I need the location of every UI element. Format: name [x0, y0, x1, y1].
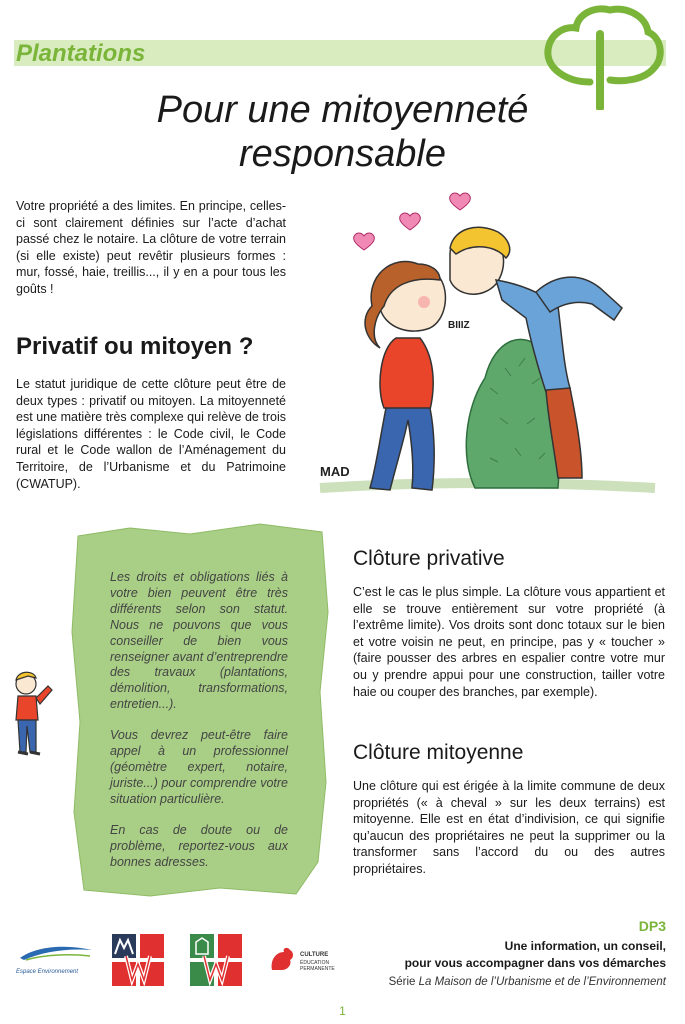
swoosh-icon: [16, 942, 96, 964]
footer-series: Série La Maison de l’Urbanisme et de l’Environnement: [388, 976, 666, 988]
logo-culture: CULTURE ÉDUCATION PERMANENTE: [268, 944, 358, 978]
kiss-illustration: [300, 188, 660, 508]
document-code: DP3: [638, 918, 666, 934]
heading-cloture-privative: Clôture privative: [353, 547, 505, 570]
intro-paragraph: Votre propriété a des limites. En principe, celles-ci sont clairement définies sur l’acte d’achat passé chez le notaire. La clôture de votre terrain (si elle existe) peut revêtir plusieurs formes : mur, fossé, haie, treillis..., il y en a pour tous les goûts !: [16, 199, 286, 296]
svg-text:MAD: MAD: [320, 464, 350, 479]
section-heading-privatif: Privatif ou mitoyen ?: [16, 333, 254, 360]
section-label: Plantations: [16, 40, 146, 67]
character-illustration: [6, 668, 58, 760]
logo-region-wallonne-1: [112, 934, 164, 986]
page-title: Pour une mitoyenneté responsable: [156, 89, 529, 175]
privatif-paragraph: Le statut juridique de cette clôture peut être de deux types : privatif ou mitoyen. La mitoyenneté est une matière très complexe qui relève de trois législations différentes : le Code civil, le Code rural et le Code wallon de l’Aménagement du Territoire, de l’Urbanisme et du Patrimoine (CWATUP).: [16, 377, 286, 491]
footer-tagline-1: Une information, un conseil,: [504, 939, 666, 953]
cloture-privative-paragraph: C’est le cas le plus simple. La clôture vous appartient et elle se trouve entièrement sur votre propriété (à l’extrême limite). Vos droits sont donc totaux sur le bien et votre voisin ne peut, en principe, pas y « toucher » (faire pousser des arbres en espalier contre votre mur ou y prendre appui pour une construction, tailler votre haie ou couper des branches, par exemple).: [353, 585, 665, 699]
footer-tagline-2: pour vous accompagner dans vos démarches: [404, 956, 666, 970]
svg-text:BIIIZ: BIIIZ: [448, 320, 470, 331]
heading-cloture-mitoyenne: Clôture mitoyenne: [353, 741, 524, 764]
page-number: 1: [339, 1004, 346, 1018]
rooster-icon: [268, 946, 296, 974]
logo-region-wallonne-2: [190, 934, 242, 986]
cloture-mitoyenne-paragraph: Une clôture qui est érigée à la limite commune de deux propriétés (« à cheval » sur les deux terrains) est mitoyenne. Elle est en état d’indivision, ce qui signifie qu’aucun des propriétaires ne peut la supprimer ou la transformer sans l’accord du ou des autres propriétaires.: [353, 779, 665, 876]
note-text: Les droits et obligations liés à votre bien peuvent être très différents selon son statut. Nous ne pouvons que vous conseiller de bien vous renseigner avant d’entreprendre des travaux (plantations, démolition, transformations, entretien...). Vous devrez peut-être faire appel à un professionnel (géomètre expert, notaire, juriste...) pour comprendre votre situation particulière. En cas de doute ou de problème, reportez-vous aux bonnes adresses.: [110, 570, 288, 869]
logo-espace-environnement: Espace Environnement: [16, 942, 96, 978]
